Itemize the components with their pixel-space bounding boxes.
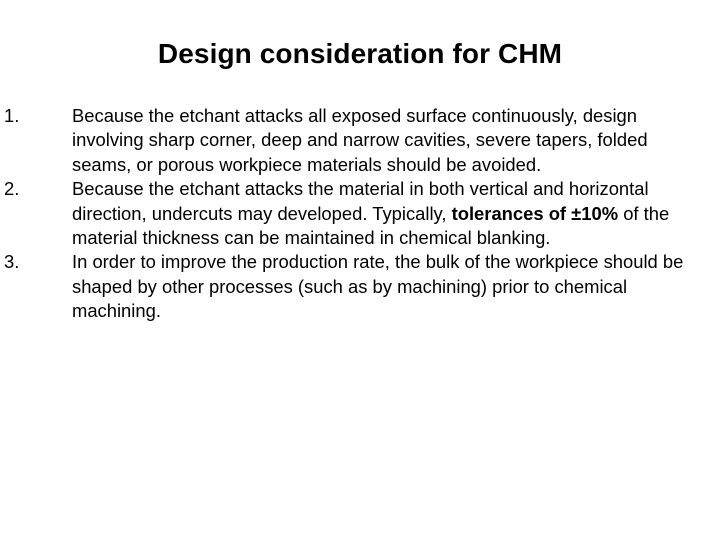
list-item-number: 3. <box>4 251 20 273</box>
list-item-text-end: of the material thickness can be maintained in chemical blanking. <box>72 202 670 249</box>
list-item-number: 1. <box>4 105 20 126</box>
list-item <box>0 104 692 177</box>
list-item-text-start: Because the etchant attacks the material in both vertical and horizontal direction, undercuts may developed. Typically, <box>72 178 649 224</box>
list-item-text: Because the etchant attacks all exposed surface continuously, design involving sharp corner, deep and narrow cavities, severe tapers, folded seams, or porous workpiece materials should be avoided. <box>72 105 648 175</box>
tolerance-emphasis: tolerances of ±10% <box>451 202 619 224</box>
slide-title: Design consideration for CHM <box>157 38 563 69</box>
list-item <box>0 250 692 323</box>
list-item-text: In order to improve the production rate, the bulk of the workpiece should be shaped by other processes (such as by machining) prior to chemical machining. <box>72 251 684 322</box>
list-item <box>0 177 692 250</box>
numbered-list <box>0 104 720 324</box>
list-item-number: 2. <box>4 178 20 200</box>
